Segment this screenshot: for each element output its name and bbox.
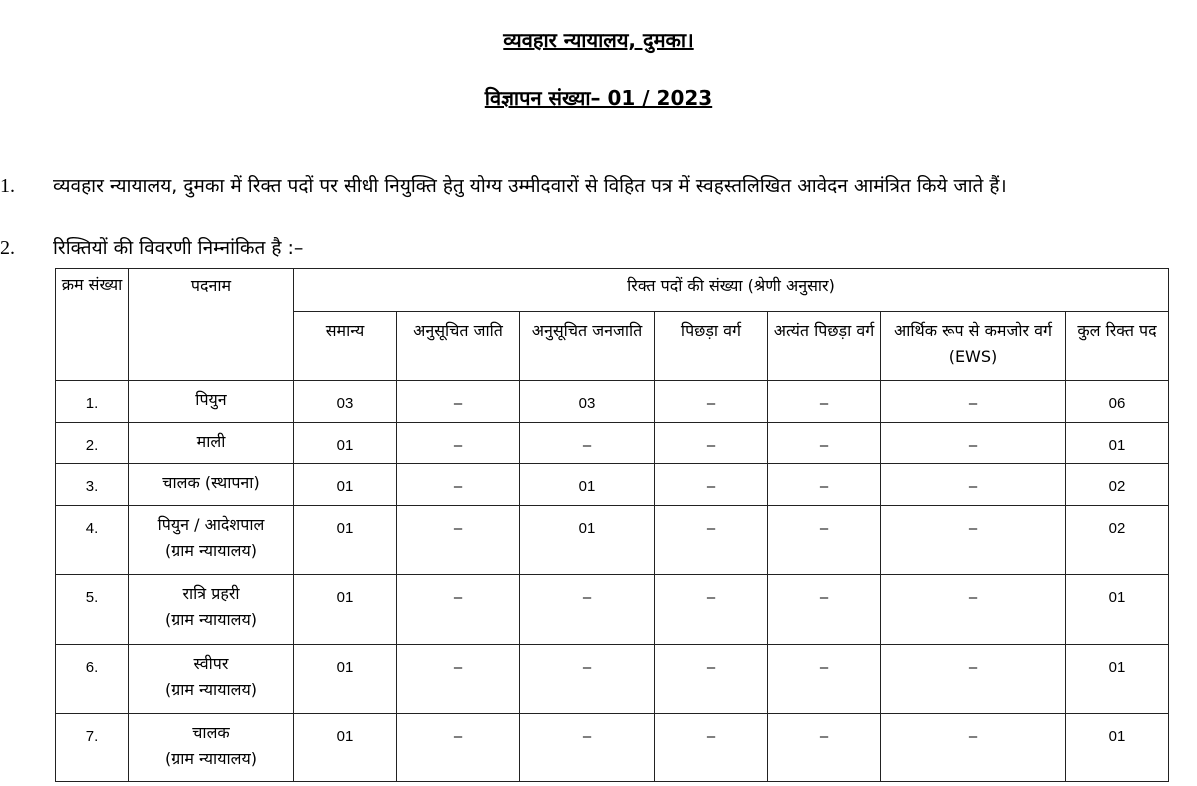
- cell-total: 02: [1066, 506, 1169, 575]
- cell-post: [129, 506, 294, 575]
- table-row: [56, 645, 1169, 714]
- table-row: [56, 381, 1169, 423]
- header-serial: क्रम संख्या: [56, 269, 129, 381]
- cell-general: 01: [294, 714, 397, 782]
- cell-serial: 5.: [56, 575, 129, 645]
- cell-post: [129, 714, 294, 782]
- post-name: चालक (स्थापना): [162, 473, 260, 492]
- table-row: [56, 714, 1169, 782]
- cell-ews: –: [881, 645, 1066, 714]
- cell-bc: –: [655, 506, 768, 575]
- cell-general: 01: [294, 645, 397, 714]
- cell-ews: –: [881, 506, 1066, 575]
- cell-general: 01: [294, 575, 397, 645]
- cell-post: [129, 575, 294, 645]
- post-name: पियुन: [195, 390, 227, 409]
- cell-st: –: [520, 645, 655, 714]
- header-sc: अनुसूचित जाति: [397, 312, 520, 381]
- cell-bc: –: [655, 645, 768, 714]
- cell-serial: 4.: [56, 506, 129, 575]
- cell-total: 01: [1066, 714, 1169, 782]
- post-name: माली: [196, 432, 226, 451]
- cell-bc: –: [655, 575, 768, 645]
- cell-st: 03: [520, 381, 655, 423]
- cell-ews: –: [881, 381, 1066, 423]
- post-name: चालक: [192, 723, 230, 742]
- post-name: पियुन / आदेशपाल: [157, 515, 265, 534]
- cell-ebc: –: [768, 714, 881, 782]
- post-location: (ग्राम न्यायालय): [164, 749, 257, 768]
- cell-total: 06: [1066, 381, 1169, 423]
- cell-serial: 2.: [56, 423, 129, 464]
- cell-ews: –: [881, 423, 1066, 464]
- cell-sc: –: [397, 381, 520, 423]
- cell-sc: –: [397, 575, 520, 645]
- cell-total: 01: [1066, 575, 1169, 645]
- cell-post: [129, 645, 294, 714]
- cell-sc: –: [397, 645, 520, 714]
- cell-bc: –: [655, 714, 768, 782]
- cell-sc: –: [397, 423, 520, 464]
- cell-post: [129, 423, 294, 464]
- cell-st: –: [520, 423, 655, 464]
- table-row: [56, 506, 1169, 575]
- post-location: (ग्राम न्यायालय): [164, 610, 257, 629]
- cell-general: 01: [294, 423, 397, 464]
- cell-total: 01: [1066, 423, 1169, 464]
- cell-post: [129, 464, 294, 506]
- cell-total: 02: [1066, 464, 1169, 506]
- cell-ebc: –: [768, 575, 881, 645]
- cell-ebc: –: [768, 381, 881, 423]
- table-row: [56, 423, 1169, 464]
- cell-sc: –: [397, 714, 520, 782]
- cell-serial: 1.: [56, 381, 129, 423]
- cell-ews: –: [881, 575, 1066, 645]
- cell-ews: –: [881, 714, 1066, 782]
- cell-serial: 3.: [56, 464, 129, 506]
- office-title: व्यवहार न्यायालय, दुमका।: [503, 28, 694, 52]
- table-row: [56, 575, 1169, 645]
- cell-st: 01: [520, 506, 655, 575]
- header-st: अनुसूचित जनजाति: [520, 312, 655, 381]
- cell-ebc: –: [768, 464, 881, 506]
- cell-ebc: –: [768, 506, 881, 575]
- cell-st: –: [520, 575, 655, 645]
- cell-post: [129, 381, 294, 423]
- header-ebc: अत्यंत पिछड़ा वर्ग: [768, 312, 881, 381]
- advert-number: विज्ञापन संख्या– 01 / 2023: [484, 86, 713, 110]
- cell-serial: 7.: [56, 714, 129, 782]
- cell-sc: –: [397, 464, 520, 506]
- cell-ews: –: [881, 464, 1066, 506]
- cell-sc: –: [397, 506, 520, 575]
- header-ews: आर्थिक रूप से कमजोर वर्ग (EWS): [881, 312, 1066, 381]
- header-general: समान्य: [294, 312, 397, 381]
- cell-ebc: –: [768, 423, 881, 464]
- cell-bc: –: [655, 464, 768, 506]
- post-name: रात्रि प्रहरी: [182, 584, 240, 603]
- paragraph-2-text: रिक्तियों की विवरणी निम्नांकित है :–: [53, 237, 304, 259]
- cell-general: 03: [294, 381, 397, 423]
- paragraph-1-text: व्यवहार न्यायालय, दुमका में रिक्त पदों पर सीधी नियुक्ति हेतु योग्य उम्मीदवारों से विहित पत्र में स्वहस्तलिखित आवेदन आमंत्रित किये जाते हैं।: [53, 175, 1007, 197]
- header-total: कुल रिक्त पद: [1066, 312, 1169, 381]
- cell-general: 01: [294, 464, 397, 506]
- header-bc: पिछड़ा वर्ग: [655, 312, 768, 381]
- post-name: स्वीपर: [193, 654, 229, 673]
- table-row: [56, 464, 1169, 506]
- cell-st: –: [520, 714, 655, 782]
- vacancy-table: [55, 268, 1169, 782]
- header-group: रिक्त पदों की संख्या (श्रेणी अनुसार): [294, 269, 1169, 312]
- post-location: (ग्राम न्यायालय): [164, 680, 257, 699]
- cell-bc: –: [655, 381, 768, 423]
- paragraph-1-number: 1.: [0, 175, 15, 197]
- post-location: (ग्राम न्यायालय): [164, 541, 257, 560]
- cell-serial: 6.: [56, 645, 129, 714]
- header-post: पदनाम: [129, 269, 294, 381]
- cell-bc: –: [655, 423, 768, 464]
- paragraph-2-number: 2.: [0, 237, 15, 259]
- cell-ebc: –: [768, 645, 881, 714]
- cell-st: 01: [520, 464, 655, 506]
- cell-total: 01: [1066, 645, 1169, 714]
- cell-general: 01: [294, 506, 397, 575]
